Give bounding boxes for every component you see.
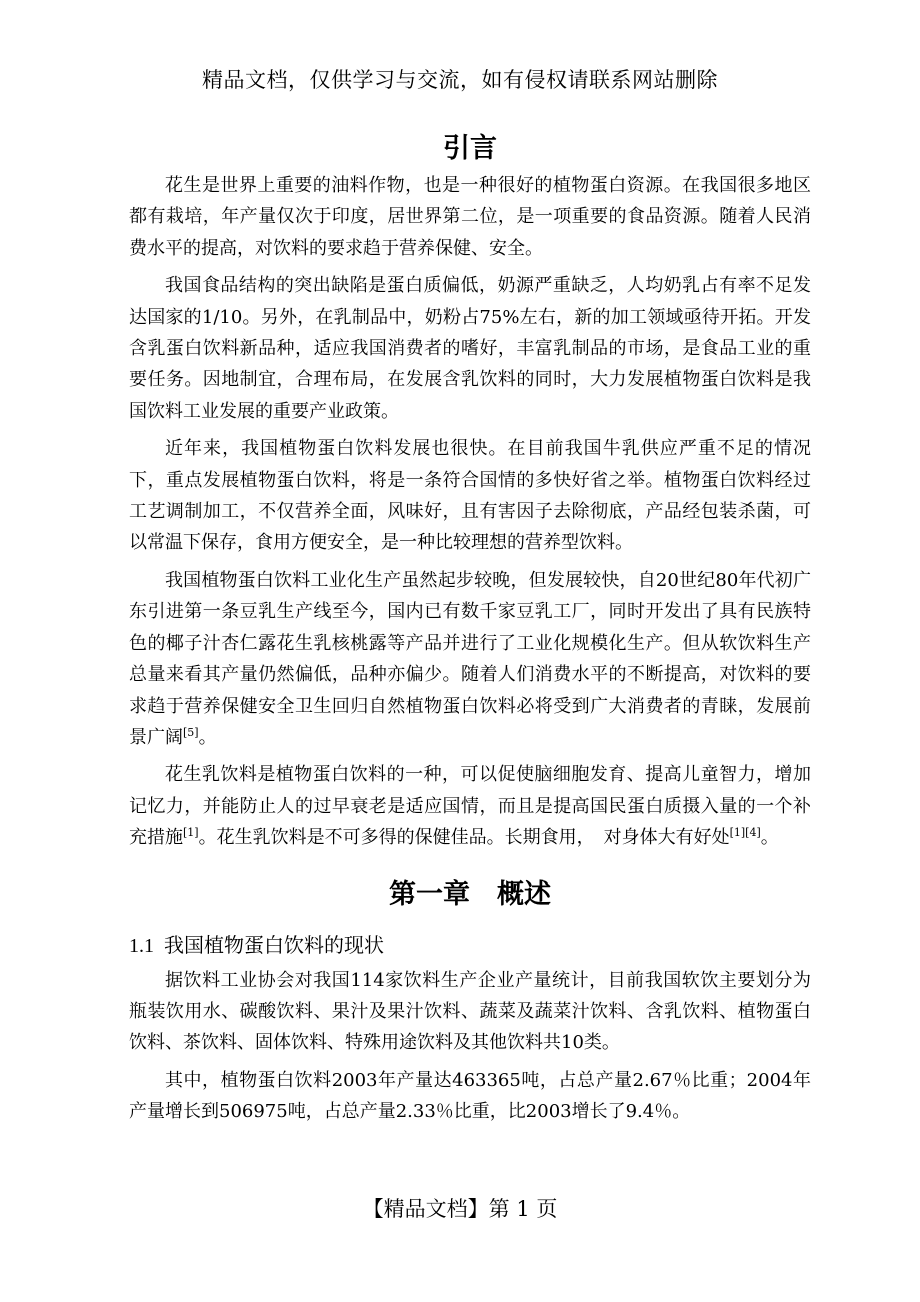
intro-paragraph-4-end: 。 (198, 726, 217, 748)
intro-paragraph-1: 花生是世界上重要的油料作物，也是一种很好的植物蛋白资源。在我国很多地区都有栽培，年产量仅次于印度，居世界第二位，是一项重要的食品资源。随着人民消费水平的提高，对饮料的要求趋于营养保健、安全。 (129, 175, 811, 259)
intro-paragraph-5-end: 。 (760, 827, 779, 849)
section-number: 1.1 (129, 934, 154, 957)
citation-ref: [1][4] (729, 826, 761, 840)
intro-title: 引言 (443, 133, 497, 164)
section-title: 我国植物蛋白饮料的现状 (164, 932, 384, 957)
intro-paragraph-3: 近年来，我国植物蛋白饮料发展也很快。在目前我国牛乳供应严重不足的情况下，重点发展植物蛋白饮料，将是一条符合国情的多快好省之举。植物蛋白饮料经过工艺调制加工，不仅营养全面，风味好，且有害因子去除彻底，产品经包装杀菌，可以常温下保存，食用方便安全，是一种比较理想的营养型饮料。 (129, 438, 811, 554)
intro-paragraph-5 (129, 759, 811, 853)
chapter-title: 第一章 概述 (389, 878, 551, 910)
intro-paragraph-5-text-b: 。花生乳饮料是不可多得的保健佳品。长期食用， 对身体大有好处 (198, 827, 730, 849)
citation-ref: [1] (183, 826, 199, 840)
page-footer: 【精品文档】第 1 页 (362, 1197, 558, 1221)
intro-paragraph-5-text-a: 花生乳饮料是植物蛋白饮料的一种，可以促使脑细胞发育、提高儿童智力，增加记忆力，并能防止人的过早衰老是适应国情，而且是提高国民蛋白质摄入量的一个补充措施 (129, 764, 811, 849)
section-paragraph-1: 据饮料工业协会对我国114家饮料生产企业产量统计，目前我国软饮主要划分为瓶装饮用水、碳酸饮料、果汁及果汁饮料、蔬菜及蔬菜汁饮料、含乳饮料、植物蛋白饮料、茶饮料、固体饮料、特殊用途饮料及其他饮料共10类。 (129, 969, 811, 1054)
document-body (129, 128, 811, 1134)
intro-paragraph-4 (129, 565, 811, 753)
intro-paragraph-4-text: 我国植物蛋白饮料工业化生产虽然起步较晚，但发展较快，自20世纪80年代初广东引进第一条豆乳生产线至今，国内已有数千家豆乳工厂，同时开发出了具有民族特色的椰子汁杏仁露花生乳核桃露等产品并进行了工业化规模化生产。但从软饮料生产总量来看其产量仍然偏低，品种亦偏少。随着人们消费水平的不断提高，对饮料的要求趋于营养保健安全卫生回归自然植物蛋白饮料必将受到广大消费者的青睐，发展前景广阔 (129, 569, 811, 748)
page-header: 精品文档，仅供学习与交流，如有侵权请联系网站删除 (202, 68, 718, 92)
section-paragraph-2: 其中，植物蛋白饮料2003年产量达463365吨，占总产量2.67％比重；2004年产量增长到506975吨，占总产量2.33％比重，比2003增长了9.4％。 (129, 1069, 811, 1123)
citation-ref: [5] (183, 725, 199, 739)
intro-paragraph-2: 我国食品结构的突出缺陷是蛋白质偏低，奶源严重缺乏，人均奶乳占有率不足发达国家的1/10。另外，在乳制品中，奶粉占75%左右，新的加工领域亟待开拓。开发含乳蛋白饮料新品种，适应我国消费者的嗜好，丰富乳制品的市场，是食品工业的重要任务。因地制宜，合理布局，在发展含乳饮料的同时，大力发展植物蛋白饮料是我国饮料工业发展的重要产业政策。 (129, 275, 811, 422)
section-heading (129, 926, 811, 965)
